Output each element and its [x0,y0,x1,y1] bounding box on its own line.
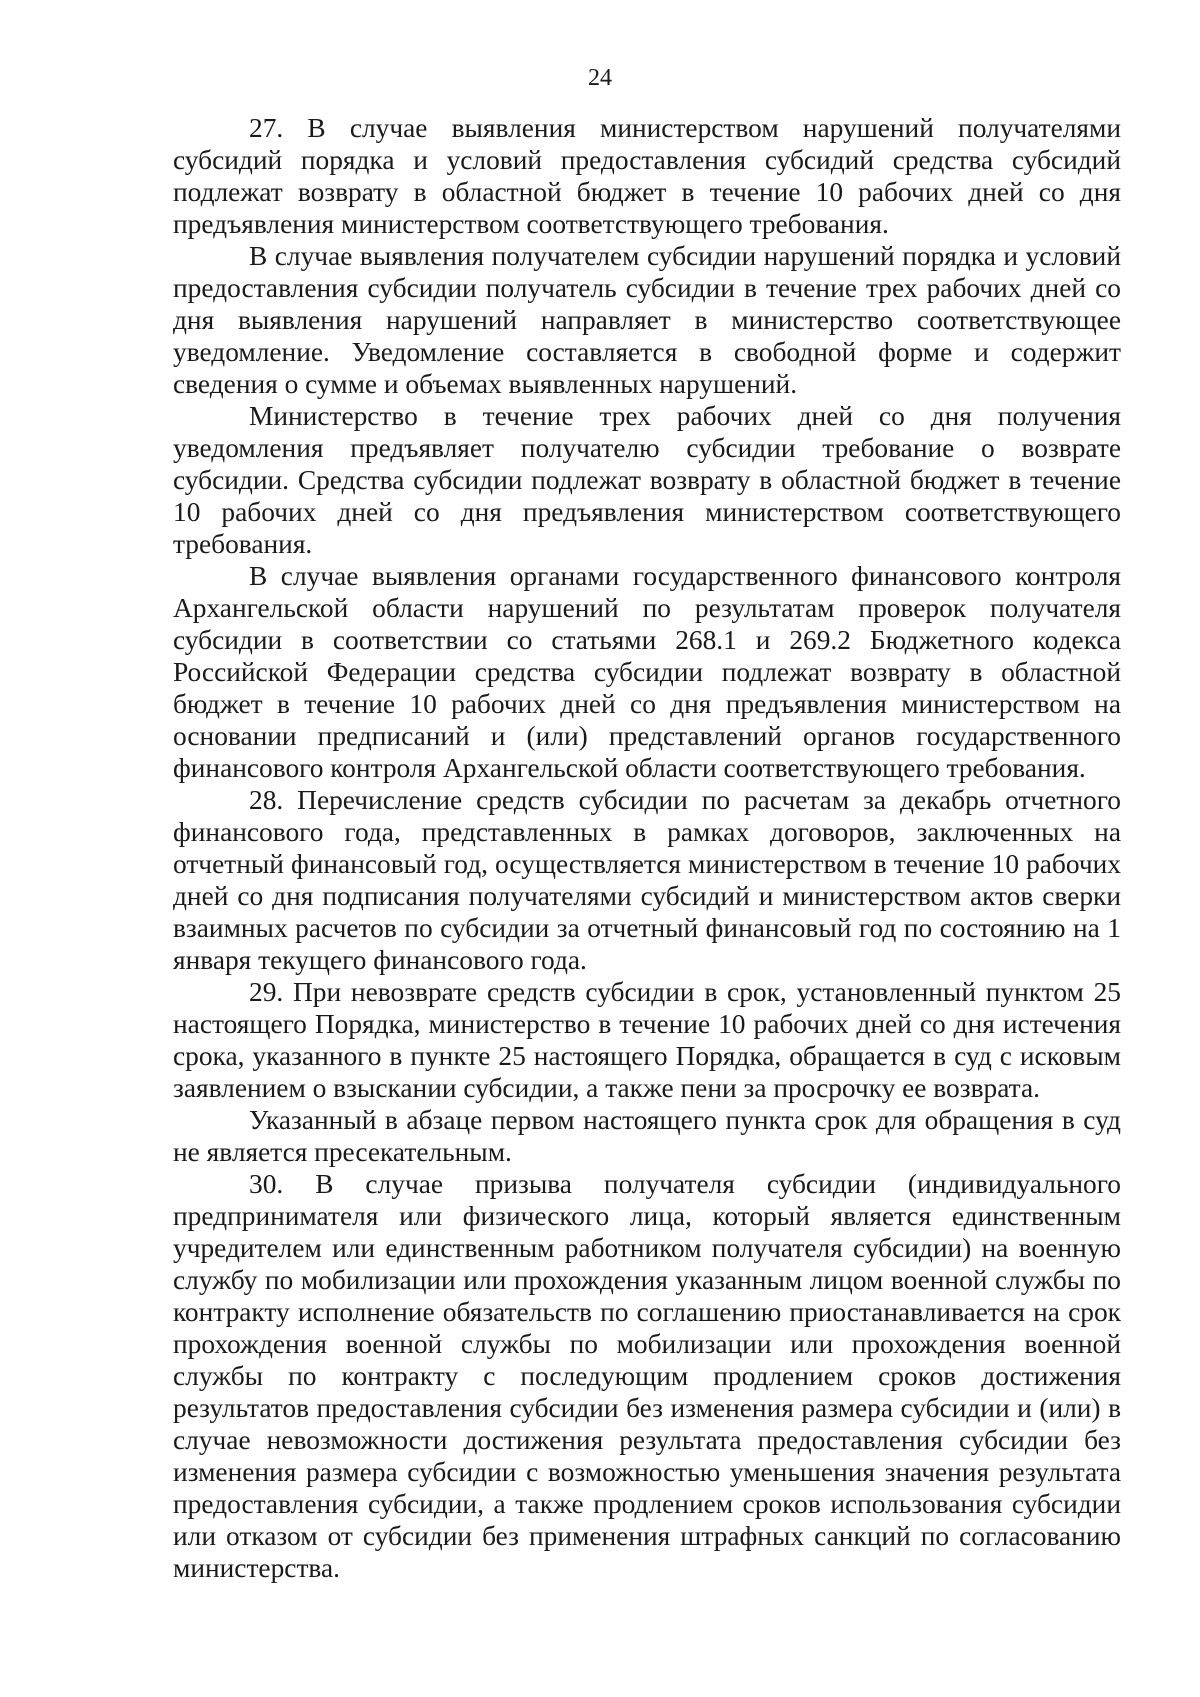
paragraph-27-recipient-notice: В случае выявления получателем субсидии нарушений порядка и условий предоставления субсидии получатель субсидии в течение трех рабочих дней со дня выявления нарушений направляет в министерство соответствующее уведомление. Уведомление составляется в свободной форме и содержит сведения о сумме и объемах выявленных нарушений. [173,241,1121,399]
paragraph-27-financial-control: В случае выявления органами государственного финансового контроля Архангельской области нарушений по результатам проверок получателя субсидии в соответствии со статьями 268.1 и 269.2 Бюджетного кодекса Российской Федерации средства субсидии подлежат возврату в областной бюджет в течение 10 рабочих дней со дня предъявления министерством на основании предписаний и (или) представлений органов государственного финансового контроля Архангельской области соответствующего требования. [173,561,1121,783]
document-body [173,112,1121,1584]
paragraph-28: 28. Перечисление средств субсидии по расчетам за декабрь отчетного финансового года, представленных в рамках договоров, заключенных на отчетный финансовый год, осуществляется министерством в течение 10 рабочих дней со дня подписания получателями субсидий и министерством актов сверки взаимных расчетов по субсидии за отчетный финансовый год по состоянию на 1 января текущего финансового года. [173,785,1121,975]
page-number: 24 [588,65,612,91]
paragraph-30: 30. В случае призыва получателя субсидии (индивидуального предпринимателя или физического лица, который является единственным учредителем или единственным работником получателя субсидии) на военную службу по мобилизации или прохождения указанным лицом военной службы по контракту исполнение обязательств по соглашению приостанавливается на срок прохождения военной службы по мобилизации или прохождения военной службы по контракту с последующим продлением сроков достижения результатов предоставления субсидии без изменения размера субсидии и (или) в случае невозможности достижения результата предоставления субсидии без изменения размера субсидии с возможностью уменьшения значения результата предоставления субсидии, а также продлением сроков использования субсидии или отказом от субсидии без применения штрафных санкций по согласованию министерства. [173,1169,1121,1583]
paragraph-29-deadline-note: Указанный в абзаце первом настоящего пункта срок для обращения в суд не является пресекательным. [173,1105,1121,1167]
paragraph-29: 29. При невозврате средств субсидии в срок, установленный пунктом 25 настоящего Порядка, министерство в течение 10 рабочих дней со дня истечения срока, указанного в пункте 25 настоящего Порядка, обращается в суд с исковым заявлением о взыскании субсидии, а также пени за просрочку ее возврата. [173,977,1121,1103]
paragraph-27-ministry-demand: Министерство в течение трех рабочих дней со дня получения уведомления предъявляет получателю субсидии требование о возврате субсидии. Средства субсидии подлежат возврату в областной бюджет в течение 10 рабочих дней со дня предъявления министерством соответствующего требования. [173,401,1121,559]
paragraph-27: 27. В случае выявления министерством нарушений получателями субсидий порядка и условий предоставления субсидий средства субсидий подлежат возврату в областной бюджет в течение 10 рабочих дней со дня предъявления министерством соответствующего требования. [173,113,1121,239]
